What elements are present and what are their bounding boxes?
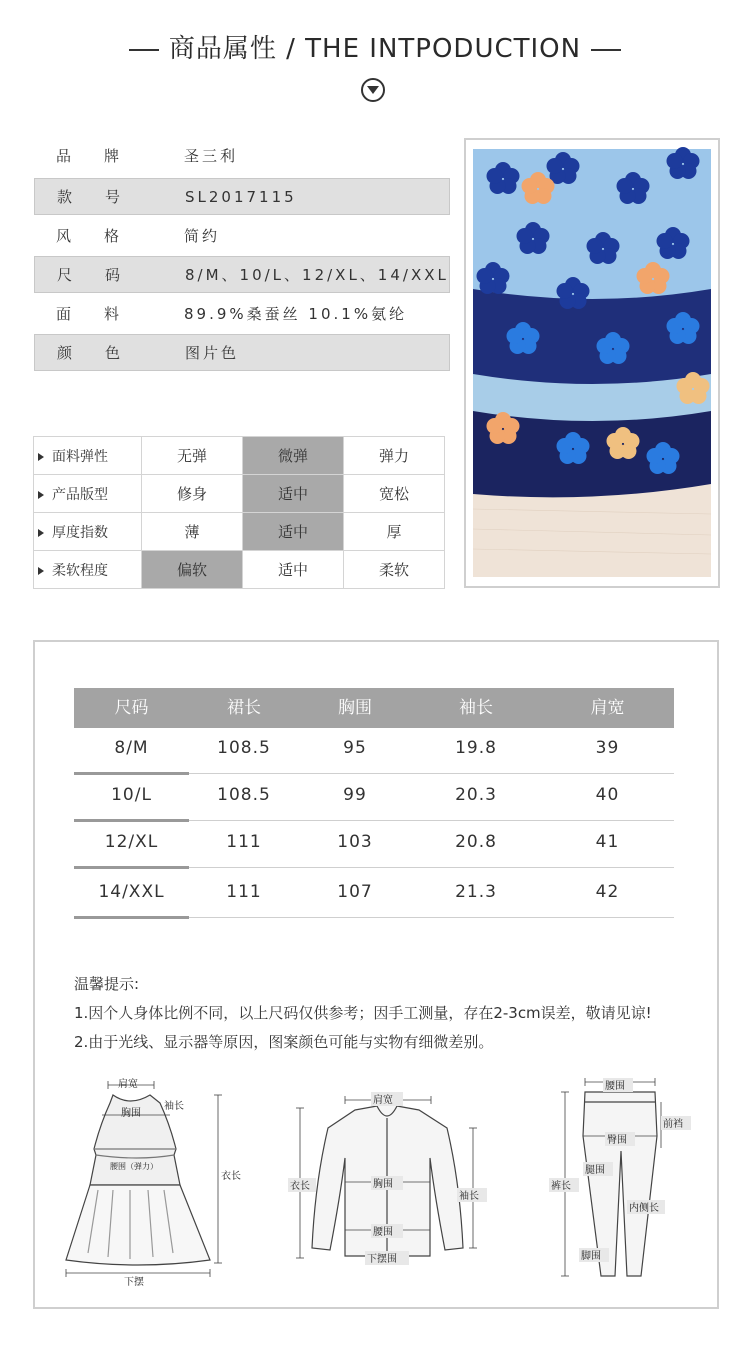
attribute-row — [34, 334, 450, 371]
attribute-key: 款 号 — [56, 188, 123, 206]
tips-title: 温馨提示: — [74, 975, 140, 993]
fabric-option: 修身 — [141, 475, 242, 513]
chevron-down-circle-icon — [361, 78, 385, 102]
size-cell-size: 14/XXL — [98, 882, 165, 902]
triangle-right-icon — [38, 567, 44, 575]
fabric-property-label: 厚度指数 — [34, 513, 142, 551]
shirt-label-sleeve: 袖长 — [459, 1191, 479, 1202]
fabric-option-selected: 微弹 — [242, 437, 343, 475]
dress-label-shoulder: 肩宽 — [118, 1079, 138, 1090]
size-cell-value: 108.5 — [217, 785, 271, 805]
pants-label-inseam: 内侧长 — [629, 1203, 659, 1214]
header-size: 尺码 — [114, 698, 149, 718]
size-underline — [74, 866, 189, 869]
size-cell-size: 12/XL — [104, 832, 159, 852]
fabric-option: 厚 — [343, 513, 444, 551]
attribute-value: 图片色 — [185, 344, 240, 362]
shirt-label-length: 衣长 — [290, 1181, 310, 1192]
attribute-value: SL2017115 — [185, 188, 297, 206]
attribute-key: 风 格 — [55, 227, 122, 245]
size-row — [74, 872, 674, 918]
fabric-property-row — [34, 437, 445, 475]
size-row — [74, 728, 674, 774]
fabric-properties-grid — [33, 436, 445, 589]
attribute-value: 简约 — [184, 227, 221, 245]
header-sleeve: 袖长 — [459, 698, 493, 718]
pants-label-waist: 腰围 — [605, 1081, 625, 1092]
dress-label-length: 衣长 — [221, 1171, 241, 1182]
pants-label-length: 裤长 — [551, 1181, 571, 1192]
size-cell-value: 19.8 — [455, 738, 497, 758]
attribute-key: 颜 色 — [56, 344, 123, 362]
header-chest: 胸围 — [338, 698, 372, 718]
fabric-image — [473, 149, 711, 577]
fabric-property-row — [34, 513, 445, 551]
dress-label-waist: 腰围（弹力） — [110, 1162, 158, 1171]
fabric-property-row — [34, 551, 445, 589]
header-dress-length: 裙长 — [227, 698, 261, 718]
shirt-label-waist: 腰围 — [373, 1227, 393, 1238]
fabric-option: 薄 — [141, 513, 242, 551]
pants-diagram — [543, 1076, 698, 1288]
size-cell-value: 39 — [595, 738, 620, 758]
size-cell-value: 41 — [595, 832, 620, 852]
attribute-value: 8/M、10/L、12/XL、14/XXL — [185, 266, 449, 284]
dress-diagram — [58, 1075, 241, 1290]
attribute-row — [34, 138, 450, 175]
attribute-row — [34, 256, 450, 293]
shirt-label-hem: 下摆围 — [367, 1254, 397, 1265]
shirt-label-shoulder: 肩宽 — [373, 1095, 393, 1106]
dress-label-chest: 胸围 — [121, 1108, 141, 1119]
fabric-option: 弹力 — [343, 437, 444, 475]
size-cell-size: 8/M — [114, 738, 149, 758]
fabric-option: 无弹 — [141, 437, 242, 475]
attribute-key: 品 牌 — [55, 147, 122, 165]
tips-line-1: 1.因个人身体比例不同，以上尺码仅供参考；因手工测量，存在2-3cm误差，敬请见谅! — [74, 1004, 652, 1022]
fabric-property-row — [34, 475, 445, 513]
header-shoulder: 肩宽 — [590, 698, 625, 718]
triangle-right-icon — [38, 529, 44, 537]
size-cell-value: 108.5 — [217, 738, 271, 758]
fabric-option: 宽松 — [343, 475, 444, 513]
shirt-label-chest: 胸围 — [373, 1179, 393, 1190]
size-cell-value: 99 — [343, 785, 367, 805]
size-cell-value: 20.3 — [455, 785, 497, 805]
tips-line-2: 2.由于光线、显示器等原因，图案颜色可能与实物有细微差别。 — [74, 1033, 494, 1051]
shirt-diagram — [285, 1088, 490, 1273]
size-cell-value: 107 — [337, 882, 373, 902]
attribute-row — [34, 296, 450, 333]
size-cell-value: 111 — [226, 832, 262, 852]
attribute-value: 89.9%桑蚕丝 10.1%氨纶 — [184, 305, 408, 323]
triangle-right-icon — [38, 491, 44, 499]
fabric-photo — [464, 138, 720, 588]
section-title-text: 商品属性 / THE INTPODUCTION — [168, 34, 582, 64]
size-cell-value: 95 — [343, 738, 367, 758]
section-title — [0, 28, 750, 65]
fabric-option-selected: 适中 — [242, 475, 343, 513]
attribute-key: 面 料 — [55, 305, 122, 323]
dress-label-hem: 下摆 — [124, 1277, 144, 1288]
fabric-option-selected: 偏软 — [141, 551, 242, 589]
size-underline — [74, 916, 189, 919]
pants-label-leg-opening: 脚围 — [581, 1251, 601, 1262]
fabric-property-label: 柔软程度 — [34, 551, 142, 589]
attribute-row — [34, 178, 450, 215]
size-cell-value: 21.3 — [455, 882, 497, 902]
size-cell-value: 40 — [595, 785, 620, 805]
size-row — [74, 822, 674, 868]
size-table-header — [74, 688, 674, 728]
title-dash-left — [129, 49, 159, 51]
pants-label-front-rise: 前裆 — [663, 1119, 683, 1130]
attribute-key: 尺 码 — [56, 266, 123, 284]
attribute-row — [34, 218, 450, 255]
fabric-option: 柔软 — [343, 551, 444, 589]
pants-label-thigh: 腿围 — [585, 1165, 605, 1176]
fabric-property-label: 产品版型 — [34, 475, 142, 513]
dress-label-sleeve: 袖长 — [164, 1101, 184, 1112]
size-cell-value: 20.8 — [455, 832, 497, 852]
fabric-option: 适中 — [242, 551, 343, 589]
fabric-option-selected: 适中 — [242, 513, 343, 551]
fabric-property-label: 面料弹性 — [34, 437, 142, 475]
triangle-right-icon — [38, 453, 44, 461]
attribute-value: 圣三利 — [184, 147, 239, 165]
size-cell-value: 111 — [226, 882, 262, 902]
size-cell-value: 103 — [337, 832, 373, 852]
tips — [74, 970, 652, 1057]
size-cell-size: 10/L — [111, 785, 152, 805]
title-dash-right — [591, 49, 621, 51]
pants-label-hip: 臀围 — [607, 1135, 627, 1146]
size-cell-value: 42 — [595, 882, 620, 902]
size-row — [74, 775, 674, 821]
